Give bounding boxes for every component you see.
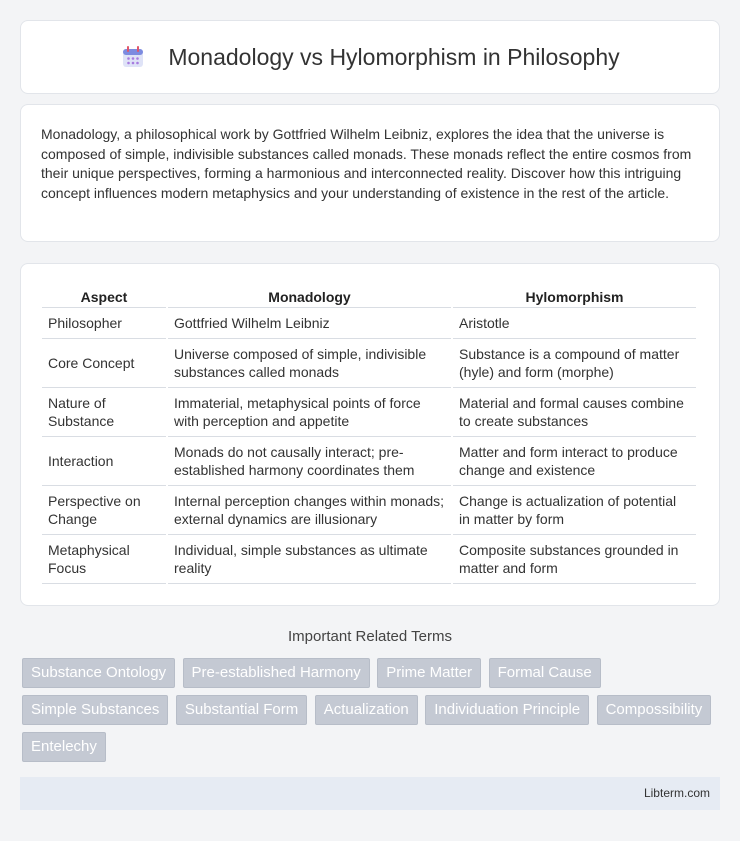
table-cell: Composite substances grounded in matter and form: [453, 535, 696, 584]
tag-actualization[interactable]: Actualization: [315, 695, 418, 725]
related-terms-list: [22, 658, 722, 769]
table-cell: Internal perception changes within monads; external dynamics are illusionary: [168, 486, 451, 535]
footer: [20, 777, 720, 810]
table-cell: Matter and form interact to produce change and existence: [453, 437, 696, 486]
table-cell: Gottfried Wilhelm Leibniz: [168, 308, 451, 339]
tag-prime-matter[interactable]: Prime Matter: [377, 658, 481, 688]
table-cell: Aristotle: [453, 308, 696, 339]
table-header-row: [42, 284, 696, 308]
tag-substantial-form[interactable]: Substantial Form: [176, 695, 307, 725]
header-card: [20, 20, 720, 94]
page-title: Monadology vs Hylomorphism in Philosophy: [168, 43, 620, 70]
table-cell: Metaphysical Focus: [42, 535, 166, 584]
table-cell: Material and formal causes combine to create substances: [453, 388, 696, 437]
table-cell: Interaction: [42, 437, 166, 486]
table-cell: Substance is a compound of matter (hyle) and form (morphe): [453, 339, 696, 388]
table-row: [42, 388, 696, 437]
tag-individuation-principle[interactable]: Individuation Principle: [425, 695, 589, 725]
comparison-card: [20, 263, 720, 606]
table-row: [42, 437, 696, 486]
calendar-icon: [120, 44, 146, 70]
table-cell: Nature of Substance: [42, 388, 166, 437]
table-cell: Individual, simple substances as ultimate reality: [168, 535, 451, 584]
tag-pre-established-harmony[interactable]: Pre-established Harmony: [183, 658, 370, 688]
table-cell: Monads do not causally interact; pre-established harmony coordinates them: [168, 437, 451, 486]
tag-formal-cause[interactable]: Formal Cause: [489, 658, 601, 688]
tag-compossibility[interactable]: Compossibility: [597, 695, 712, 725]
header-monadology: Monadology: [168, 284, 451, 308]
table-row: [42, 535, 696, 584]
table-cell: Core Concept: [42, 339, 166, 388]
footer-site-link[interactable]: Libterm.com: [643, 786, 710, 800]
table-row: [42, 486, 696, 535]
table-cell: Universe composed of simple, indivisible substances called monads: [168, 339, 451, 388]
tag-substance-ontology[interactable]: Substance Ontology: [22, 658, 175, 688]
table-cell: Philosopher: [42, 308, 166, 339]
tag-simple-substances[interactable]: Simple Substances: [22, 695, 168, 725]
table-cell: Perspective on Change: [42, 486, 166, 535]
comparison-table: [40, 284, 698, 584]
related-terms-title: Important Related Terms: [288, 628, 452, 645]
table-row: [42, 339, 696, 388]
table-row: [42, 308, 696, 339]
tag-entelechy[interactable]: Entelechy: [22, 732, 106, 762]
table-cell: Change is actualization of potential in matter by form: [453, 486, 696, 535]
intro-card: [20, 104, 720, 242]
table-cell: Immaterial, metaphysical points of force with perception and appetite: [168, 388, 451, 437]
header-aspect: Aspect: [42, 284, 166, 308]
intro-text: Monadology, a philosophical work by Gottfried Wilhelm Leibniz, explores the idea that the universe is composed of simple, indivisible substances called monads. These monads reflect the entire cosmos from their unique perspectives, forming a harmonious and interconnected reality. Discover how this intriguing concept influences modern metaphysics and your understanding of existence in the rest of the article.: [41, 126, 692, 201]
header-hylomorphism: Hylomorphism: [453, 284, 696, 308]
